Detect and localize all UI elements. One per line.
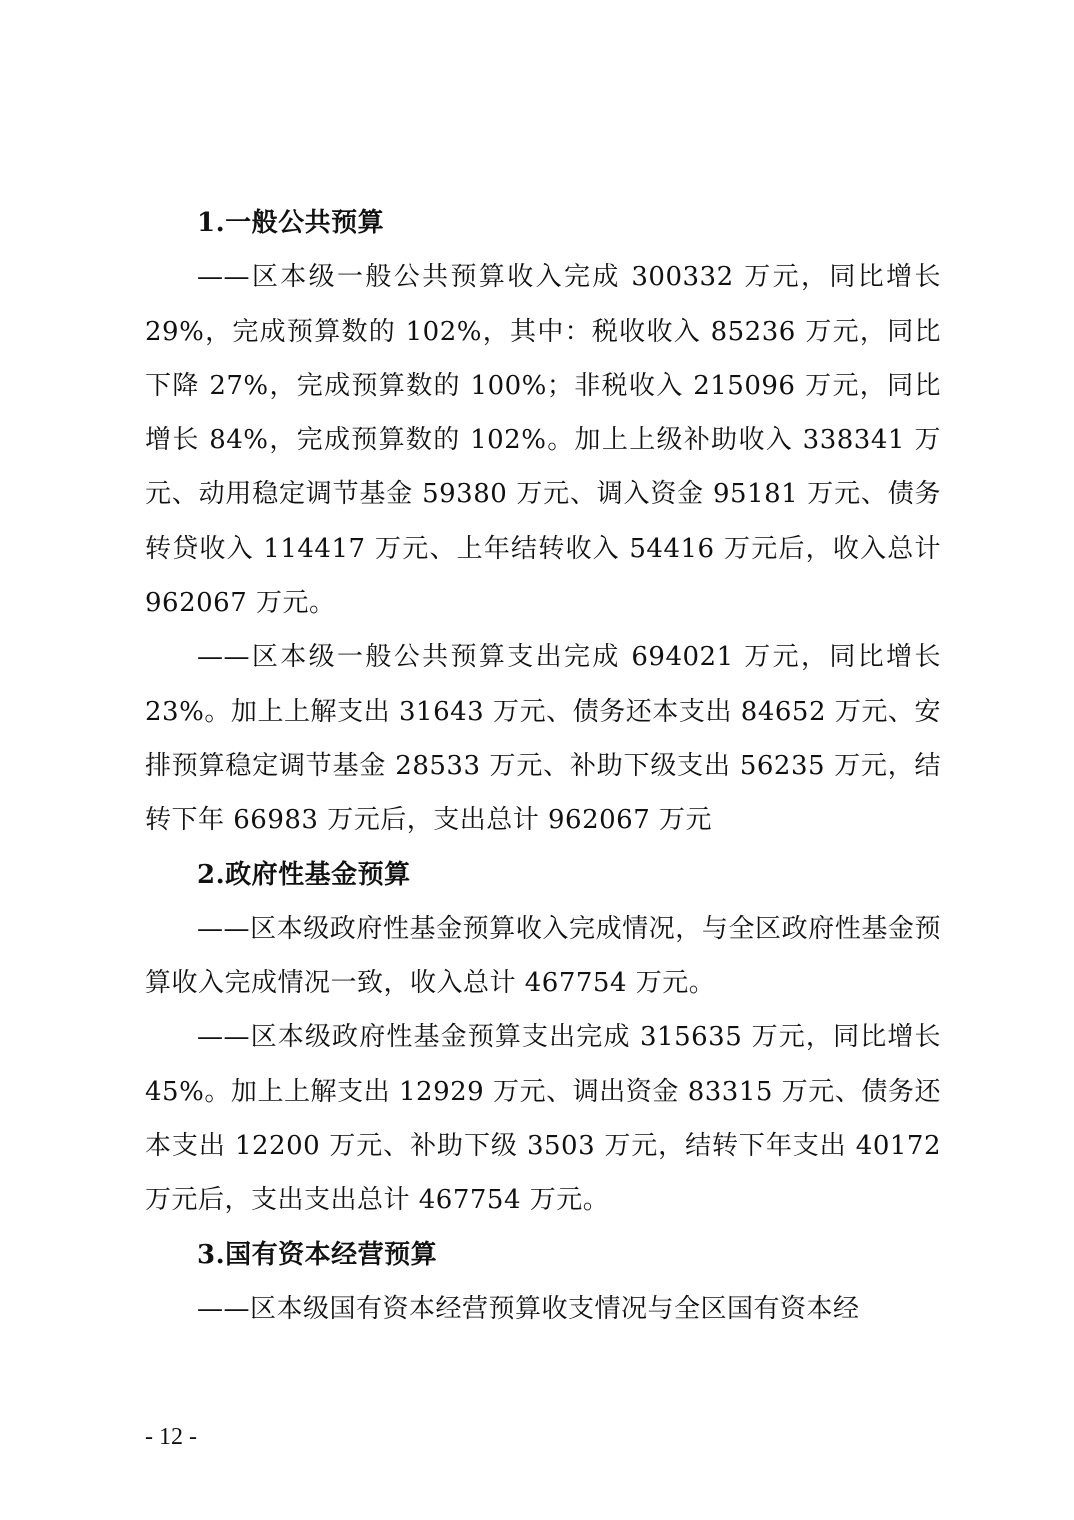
paragraph-government-fund-revenue: ——区本级政府性基金预算收入完成情况，与全区政府性基金预算收入完成情况一致，收入总计 467754 万元。 (145, 913, 941, 999)
paragraph-government-fund-expenditure: ——区本级政府性基金预算支出完成 315635 万元，同比增长 45%。加上上解支出 12929 万元、调出资金 83315 万元、债务还本支出 12200 万元、补助下级 3503 万元，结转下年支出 40172 万元后，支出支出总计 467754 万元。 (145, 1022, 941, 1216)
paragraph-general-budget-revenue: ——区本级一般公共预算收入完成 300332 万元，同比增长 29%，完成预算数的 102%，其中：税收收入 85236 万元，同比下降 27%，完成预算数的 100%；非税收入 215096 万元，同比增长 84%，完成预算数的 102%。加上上级补助收入 338341 万元、动用稳定调节基金 59380 万元、调入资金 95181 万元、债务转贷收入 114417 万元、上年结转收入 54416 万元后，收入总计 962067 万元。 (145, 262, 941, 619)
page-number: - 12 - (145, 1424, 197, 1450)
section-heading-government-fund-budget: 2.政府性基金预算 (197, 859, 411, 890)
section-heading-state-capital-budget: 3.国有资本经营预算 (197, 1239, 438, 1270)
section-heading-general-budget: 1.一般公共预算 (197, 208, 385, 238)
document-body (145, 196, 941, 1336)
paragraph-general-budget-expenditure: ——区本级一般公共预算支出完成 694021 万元，同比增长 23%。加上上解支出 31643 万元、债务还本支出 84652 万元、安排预算稳定调节基金 28533 万元、补助下级支出 56235 万元，结转下年 66983 万元后，支出总计 962067 万元 (145, 642, 941, 836)
paragraph-state-capital-revenue: ——区本级国有资本经营预算收支情况与全区国有资本经 (197, 1293, 860, 1324)
